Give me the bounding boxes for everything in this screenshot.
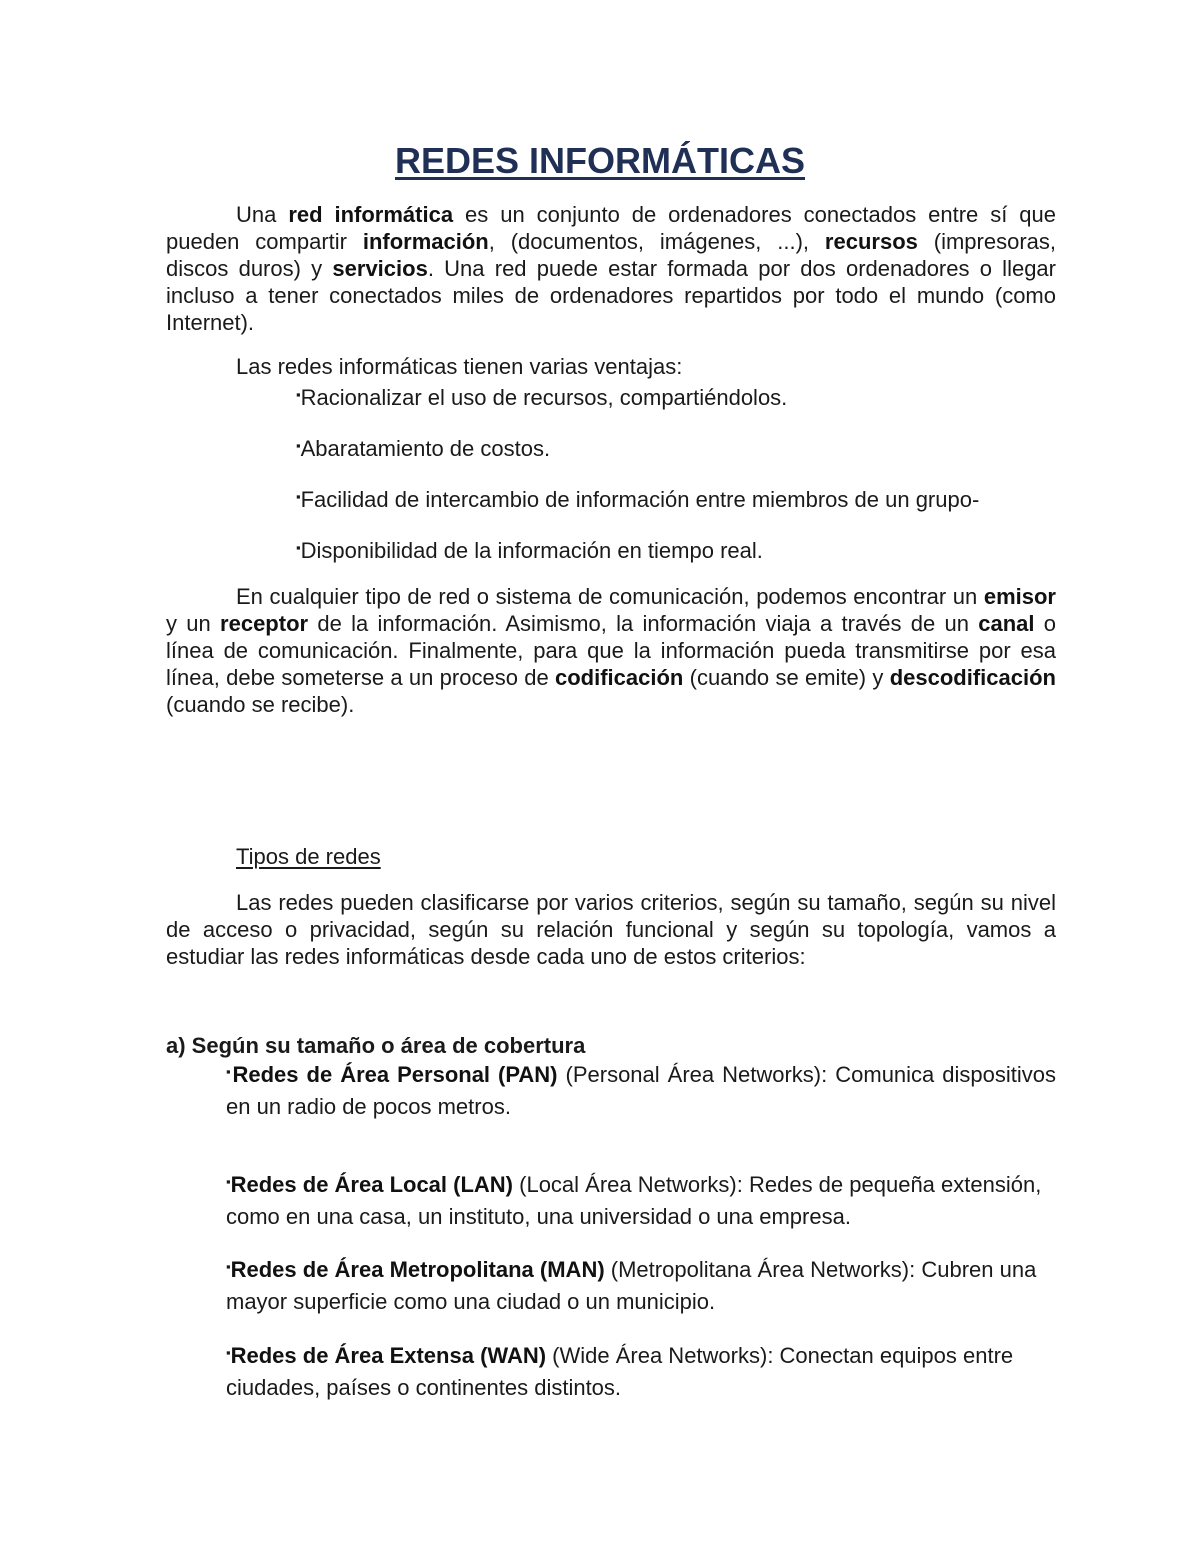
network-type-wan: ▪Redes de Área Extensa (WAN) (Wide Área Networks): Conectan equipos entre ciudades, países o continentes distintos. [226,1343,1014,1400]
network-type-man: ▪Redes de Área Metropolitana (MAN) (Metropolitana Área Networks): Cubren una mayor superficie como una ciudad o un municipio. [226,1257,1037,1314]
bullet-icon: ▪ [226,1174,231,1189]
intro-paragraph: Una red informática es un conjunto de ordenadores conectados entre sí que pueden compartir información, (documentos, imágenes, ...), recursos (impresoras, discos duros) y servicios. Una red puede estar formada por dos ordenadores o llegar incluso a tener conectados miles de ordenadores repartidos por todo el mundo (como Internet). [166,202,1056,335]
bullet-icon: ▪ [296,387,301,402]
bullet-icon: ▪ [226,1259,231,1274]
bullet-icon: ▪ [296,540,301,555]
advantage-item: ▪Disponibilidad de la información en tiempo real. [296,538,763,563]
network-type-lan: ▪Redes de Área Local (LAN) (Local Área Networks): Redes de pequeña extensión, como en una casa, un instituto, una universidad o una empresa. [226,1172,1042,1229]
communication-paragraph: En cualquier tipo de red o sistema de comunicación, podemos encontrar un emisor y un receptor de la información. Asimismo, la información viaja a través de un canal o línea de comunicación. Finalmente, para que la información pueda transmitirse por esa línea, debe someterse a un proceso de codificación (cuando se emite) y descodificación (cuando se recibe). [166,584,1056,717]
advantage-item: ▪Abaratamiento de costos. [296,436,551,461]
advantage-item: ▪Facilidad de intercambio de información entre miembros de un grupo- [296,487,980,512]
size-heading: a) Según su tamaño o área de cobertura [166,1033,586,1058]
advantage-item: ▪Racionalizar el uso de recursos, compartiéndolos. [296,385,788,410]
types-paragraph: Las redes pueden clasificarse por varios criterios, según su tamaño, según su nivel de acceso o privacidad, según su relación funcional y según su topología, vamos a estudiar las redes informáticas desde cada uno de estos criterios: [166,890,1056,969]
bullet-icon: ▪ [226,1345,231,1360]
bullet-icon: ▪ [226,1064,233,1079]
network-type-pan: ▪Redes de Área Personal (PAN) (Personal Área Networks): Comunica dispositivos en un radio de pocos metros. [226,1062,1056,1119]
bullet-icon: ▪ [296,489,301,504]
document-title: REDES INFORMÁTICAS [394,140,805,181]
advantages-lead: Las redes informáticas tienen varias ventajas: [236,354,683,379]
bullet-icon: ▪ [296,438,301,453]
types-heading: Tipos de redes [236,844,381,869]
